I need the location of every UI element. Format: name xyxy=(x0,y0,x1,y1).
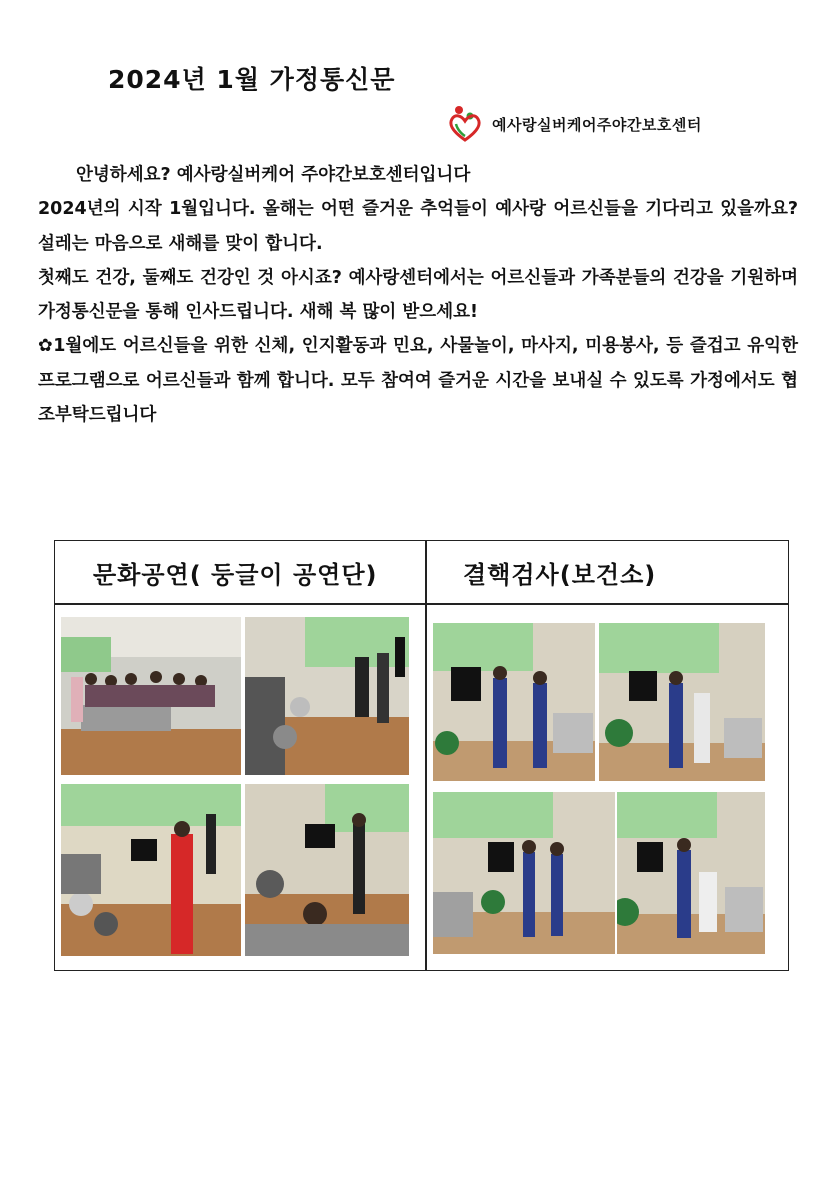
tb-test-photo-2 xyxy=(599,623,765,781)
photo-table xyxy=(54,540,789,971)
new-year-paragraph: 2024년의 시작 1월입니다. 올해는 어떤 즐거운 추억들이 예사랑 어르신들을 기다리고 있을까요? 설레는 마음으로 새해를 맞이 합니다. xyxy=(38,199,798,254)
performance-photo-3 xyxy=(61,784,241,956)
center-name: 예사랑실버케어주야간보호센터 xyxy=(492,115,702,134)
tb-test-photo-4 xyxy=(617,792,765,954)
tb-test-photo-1 xyxy=(433,623,595,781)
performance-heading: 문화공연( 둥글이 공연단) xyxy=(93,561,378,589)
performance-photo-1 xyxy=(61,617,241,775)
table-divider-horizontal xyxy=(55,603,788,605)
greeting-paragraph: 안녕하세요? 예사랑실버케어 주야간보호센터입니다 xyxy=(76,165,471,185)
tb-test-photo-3 xyxy=(433,792,615,954)
health-paragraph: 첫째도 건강, 둘째도 건강인 것 아시죠? 예사랑센터에서는 어르신들과 가족분들의 건강을 기원하며 가정통신문을 통해 인사드립니다. 새해 복 많이 받으세요! xyxy=(38,267,798,323)
performance-photo-2 xyxy=(245,617,409,775)
letter-body xyxy=(38,158,798,432)
tb-test-heading: 결핵검사(보건소) xyxy=(463,561,657,589)
table-divider-vertical xyxy=(425,541,427,970)
center-logo xyxy=(446,104,746,144)
program-paragraph: ✿1월에도 어르신들을 위한 신체, 인지활동과 민요, 사물놀이, 마사지, 미용봉사, 등 즐겁고 유익한 프로그램으로 어르신들과 함께 합니다. 모두 참여여 즐거운 시간을 보내실 수 있도록 가정에서도 협조부탁드립니다 xyxy=(38,336,798,426)
page-title: 2024년 1월 가정통신문 xyxy=(108,65,396,94)
heart-people-icon xyxy=(446,104,484,144)
performance-photo-4 xyxy=(245,784,409,956)
